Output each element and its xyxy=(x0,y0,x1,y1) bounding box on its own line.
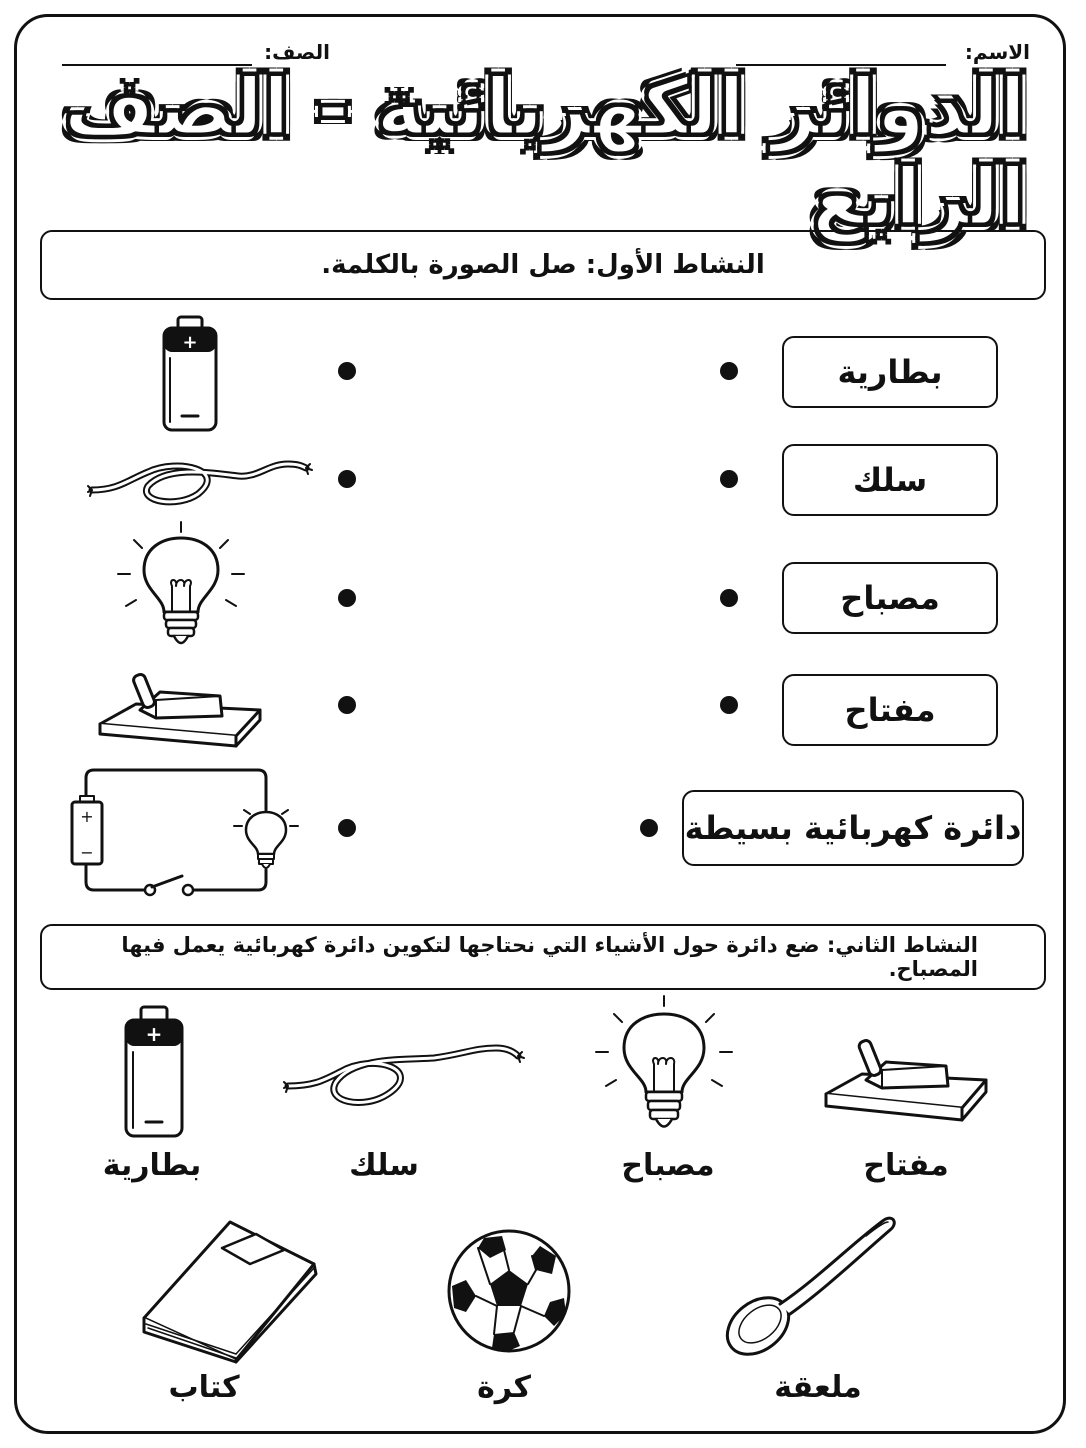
wire-icon[interactable] xyxy=(284,1030,524,1110)
page-title: الدوائر الكهربائية - الصف الرابع xyxy=(63,63,1026,243)
simple-circuit-icon xyxy=(68,766,302,896)
item-label-ball: كرة xyxy=(477,1370,531,1405)
match-dot-word-1[interactable] xyxy=(720,362,738,380)
svg-text:−: − xyxy=(80,843,94,862)
svg-text:+: + xyxy=(80,807,94,826)
light-bulb-icon[interactable] xyxy=(594,994,734,1144)
spoon-icon[interactable] xyxy=(716,1210,898,1362)
match-dot-picture-3[interactable] xyxy=(338,589,356,607)
match-dot-picture-1[interactable] xyxy=(338,362,356,380)
name-label: الاسم: xyxy=(964,40,1030,64)
item-label-switch: مفتاح xyxy=(863,1148,949,1183)
battery-icon xyxy=(160,314,220,434)
switch-icon xyxy=(96,666,264,754)
svg-text:+: + xyxy=(182,332,198,353)
word-box-battery: بطارية xyxy=(782,336,998,408)
match-dot-word-3[interactable] xyxy=(720,589,738,607)
activity1-instruction: النشاط الأول: صل الصورة بالكلمة. xyxy=(40,230,1046,300)
match-dot-word-4[interactable] xyxy=(720,696,738,714)
class-label: الصف: xyxy=(264,40,330,64)
word-box-switch: مفتاح xyxy=(782,674,998,746)
item-label-wire: سلك xyxy=(349,1148,419,1183)
battery-icon[interactable] xyxy=(122,1004,186,1138)
item-label-bulb: مصباح xyxy=(621,1148,715,1183)
activity2-instruction: النشاط الثاني: ضع دائرة حول الأشياء التي نحتاجها لتكوين دائرة كهربائية يعمل فيها المصباح. xyxy=(40,924,1046,990)
match-dot-word-2[interactable] xyxy=(720,470,738,488)
match-dot-picture-4[interactable] xyxy=(338,696,356,714)
item-label-battery: بطارية xyxy=(102,1148,202,1183)
word-box-bulb: مصباح xyxy=(782,562,998,634)
svg-text:+: + xyxy=(145,1022,163,1046)
wire-icon xyxy=(88,450,312,512)
word-box-circuit: دائرة كهربائية بسيطة xyxy=(682,790,1024,866)
match-dot-picture-5[interactable] xyxy=(338,819,356,837)
match-dot-picture-2[interactable] xyxy=(338,470,356,488)
switch-icon[interactable] xyxy=(822,1032,990,1126)
item-label-spoon: ملعقة xyxy=(774,1370,862,1405)
word-box-wire: سلك xyxy=(782,444,998,516)
book-icon[interactable] xyxy=(138,1218,320,1364)
light-bulb-icon xyxy=(116,520,246,660)
match-dot-word-5[interactable] xyxy=(640,819,658,837)
item-label-book: كتاب xyxy=(168,1370,240,1405)
soccer-ball-icon[interactable] xyxy=(444,1226,574,1356)
